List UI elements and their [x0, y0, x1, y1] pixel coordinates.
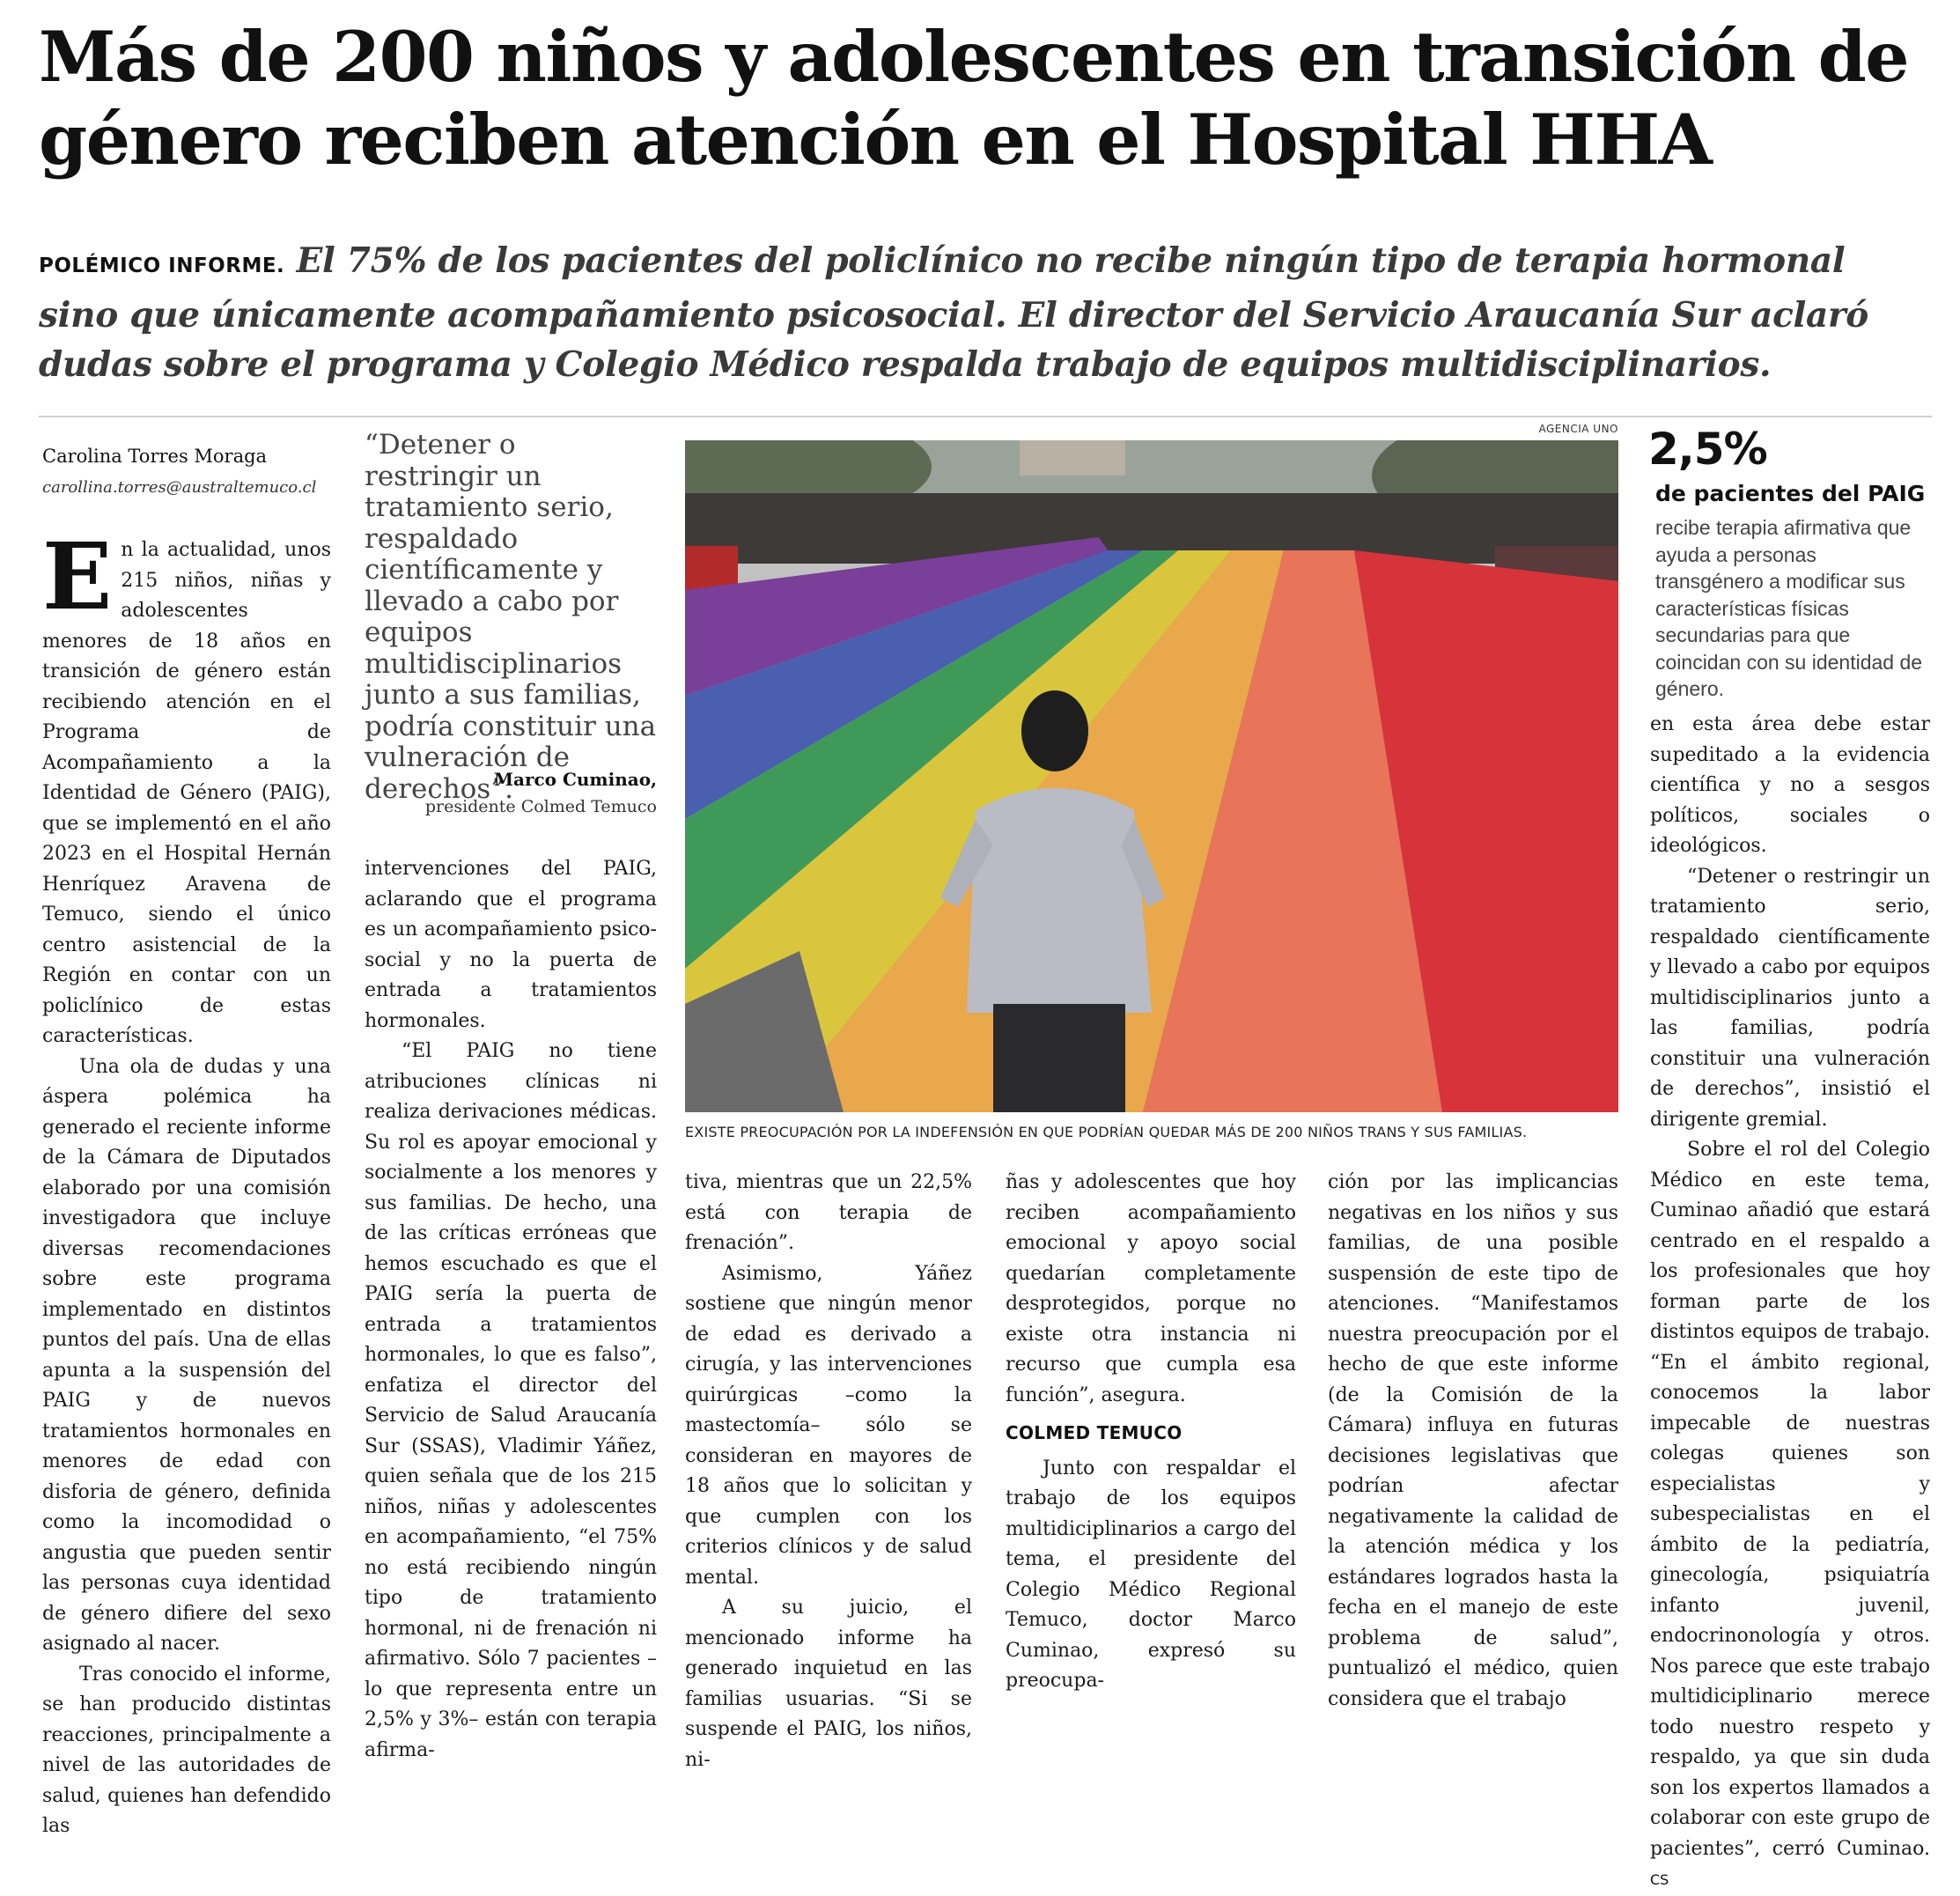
article-column-5	[1328, 1168, 1618, 1715]
paragraph: A su juicio, el mencionado informe ha generado inquietud en las familias usuarias. “Si se suspende el PAIG, los niños, ni-	[685, 1597, 972, 1771]
paragraph: tiva, mientras que un 22,5% está con terapia de frenación”.	[685, 1171, 972, 1254]
end-mark-icon: CS	[1650, 1871, 1669, 1888]
stat-value: 2,5%	[1648, 424, 1767, 475]
article-column-4	[1006, 1168, 1296, 1697]
rainbow-flag-march-illustration	[685, 440, 1618, 1112]
pull-quote-role: presidente Colmed Temuco	[424, 797, 657, 816]
article-column-6	[1650, 710, 1930, 1896]
pull-quote-author: Marco Cuminao,	[493, 769, 657, 790]
photo-credit: AGENCIA UNO	[1538, 423, 1618, 435]
headline: Más de 200 niños y adolescentes en transición de género reciben atención en el Hospital HHA	[39, 16, 1909, 181]
news-photo	[685, 440, 1618, 1112]
pull-quote: “Detener o restringir un tratamiento serio, respaldado científicamente y llevado a cabo por equipos multidisciplinarios junto a sus familias, podría constituir una vulneración de derechos”.	[365, 429, 657, 805]
paragraph-text: Sobre el rol del Colegio Médico en este tema, Cuminao añadió que estará centrado en el respaldo a los profesionales que hoy forman parte de los distintos equipos de trabajo. “En el ámbito regional, conocemos la labor impecable de nuestras colegas quienes son especialistas y subespecialistas en el ámbito de la pediatría, ginecología, psiquiatría infanto juvenil, endocrinonología y otros. Nos parece que este trabajo multidiciplinario merece todo nuestro respeto y respaldo, ya que sin duda son los expertos llamados a colaborar con este grupo de pacientes”, cerró Cuminao.	[1650, 1139, 1930, 1860]
paragraph: Tras conocido el informe, se han producido distintas reacciones, principalmente a nivel de las autoridades de salud, quienes han defendido las	[42, 1663, 331, 1837]
paragraph: en esta área debe estar supeditado a la evidencia científica y no a sesgos políticos, sociales o ideológicos.	[1650, 713, 1930, 857]
article-column-1	[42, 522, 331, 1842]
paragraph: Asimismo, Yáñez sostiene que ningún menor de edad es derivado a cirugía, y las intervenciones quirúrgicas –como la mastectomía– sólo se consideran en mayores de 18 años que lo solicitan y que cumplen con los criterios clínicos y de salud mental.	[685, 1262, 972, 1589]
deck-text: El 75% de los pacientes del policlínico no recibe ningún tipo de terapia hormonal sino que únicamente acompañamiento psicosocial. El director del Servicio Araucanía Sur aclaró dudas sobre el programa y Colegio Médico respalda trabajo de equipos multidisciplinarios.	[39, 240, 1868, 385]
paragraph: ción por las implicancias negativas en los niños y sus familias, de una posible suspensión de este tipo de atenciones. “Manifestamos nuestra preocupación por el hecho de que este informe (de la Comisión de la Cámara) influya en futuras decisiones legislativas que podrían afectar negativamente la calidad de la atención médica y los estándares logrados hasta la fecha en el manejo de este problema de salud”, puntualizó el médico, quien considera que el trabajo	[1328, 1171, 1618, 1710]
divider	[39, 416, 1932, 417]
deck	[39, 236, 1932, 389]
paragraph: ñas y adolescentes que hoy reciben acompañamiento emocional y apoyo social quedarían completamente desprotegidos, porque no existe otra instancia ni recurso que cumpla esa función”, asegura.	[1006, 1171, 1296, 1406]
byline-author: Carolina Torres Moraga	[42, 446, 268, 467]
paragraph: “Detener o restringir un tratamiento serio, respaldado científicamente y llevado a cabo por equipos multidisciplinarios junto a las familias, podría constituir una vulneración de derechos”, insistió el dirigente gremial.	[1650, 865, 1931, 1131]
article-column-3	[685, 1168, 972, 1775]
paragraph: “El PAIG no tiene atribuciones clínicas ni realiza derivaciones médicas. Su rol es apoyar emocional y socialmente a los menores y sus familias. De hecho, una de las críticas erróneas que hemos escuchado es que el PAIG sería la puerta de entrada a tratamientos hormonales, lo que es falso”, enfatiza el director del Servicio de Salud Araucanía Sur (SSAS), Vladimir Yáñez, quien señala que de los 215 niños, niñas y adolescentes en acompañamiento, “el 75% no está recibiendo ningún tipo de tratamiento hormonal, ni de frenación ni afirmativo. Sólo 7 pacientes –lo que representa entre un 2,5% y 3%– están con terapia afirma-	[365, 1040, 657, 1761]
stat-description: recibe terapia afirmativa que ayuda a personas transgénero a modificar sus características físicas secundarias para que coincidan con su identidad de género.	[1655, 516, 1923, 700]
photo-caption: EXISTE PREOCUPACIÓN POR LA INDEFENSIÓN EN QUE PODRÍAN QUEDAR MÁS DE 200 NIÑOS TRANS Y SUS FAMILIAS.	[685, 1124, 1528, 1140]
drop-cap: E	[42, 522, 113, 631]
paragraph	[1650, 1135, 1930, 1896]
byline-email[interactable]: carollina.torres@australtemuco.cl	[42, 478, 317, 497]
paragraph: n la actualidad, unos 215 niños, niñas y adolescentes menores de 18 años en transición de género están recibiendo atención en el Programa de Acompañamiento a la Identidad de Género (PAIG), que se implementó en el año 2023 en el Hospital Hernán Henríquez Aravena de Temuco, siendo el único centro asistencial de la Región en contar con un policlínico de estas características.	[42, 539, 331, 1047]
subhead: COLMED TEMUCO	[1006, 1422, 1183, 1443]
stat-subtitle: de pacientes del PAIG	[1655, 481, 1926, 506]
article-column-2	[365, 854, 657, 1766]
paragraph: Junto con respaldar el trabajo de los equipos multidiciplinarios a cargo del tema, el presidente del Colegio Médico Regional Temuco, doctor Marco Cuminao, expresó su preocupa-	[1006, 1457, 1296, 1692]
paragraph: Una ola de dudas y una áspera polémica ha generado el reciente informe de la Cámara de Diputados elaborado por una comisión investigadora que incluye diversas recomendaciones sobre este programa implementado en distintos puntos del país. Una de ellas apunta a la suspensión del PAIG y de nuevos tratamientos hormonales en menores de edad con disforia de género, definida como la incomodidad o angustia que pueden sentir las personas cuya identidad de género difiere del sexo asignado al nacer.	[42, 1055, 331, 1655]
deck-kicker: POLÉMICO INFORME.	[39, 255, 285, 277]
paragraph: intervenciones del PAIG, aclarando que el programa es un acompañamiento psico-social y no la puerta de entrada a tratamientos hormonales.	[365, 858, 657, 1032]
